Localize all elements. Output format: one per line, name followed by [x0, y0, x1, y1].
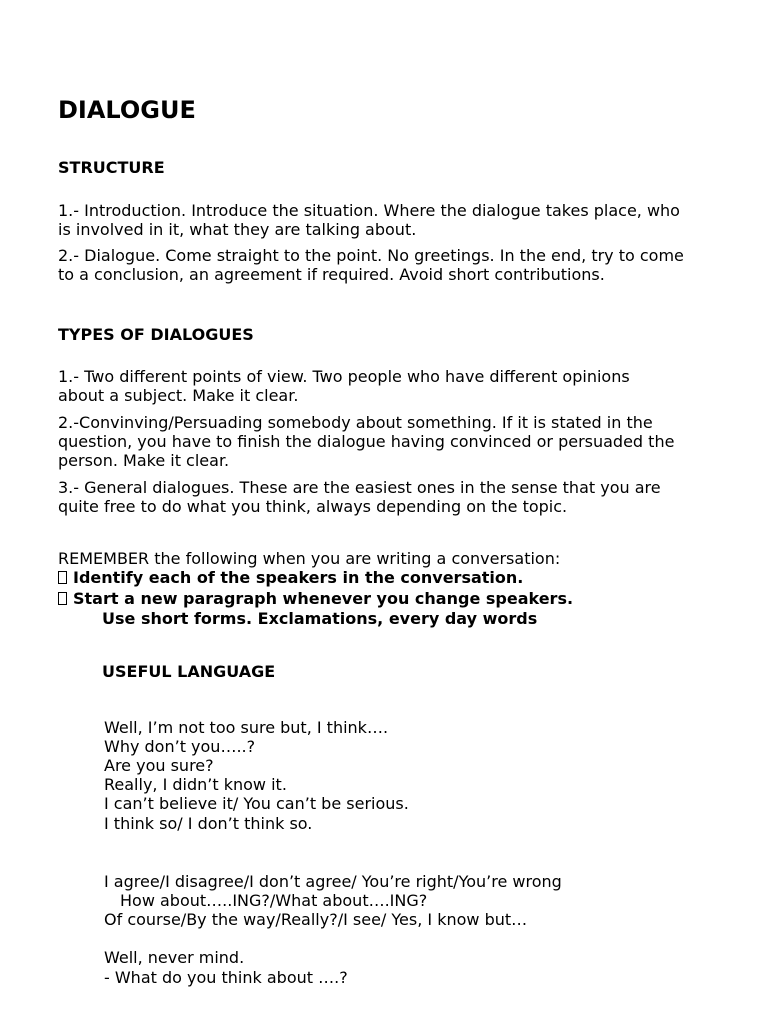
remember-item-1-text: Identify each of the speakers in the conversation. [73, 568, 524, 587]
useful-phrase-8: How about…..ING?/What about….ING? [120, 891, 428, 910]
useful-phrase-4: Really, I didn’t know it. [104, 775, 287, 794]
useful-phrase-11: - What do you think about ….? [104, 968, 348, 987]
structure-heading: STRUCTURE [58, 158, 165, 177]
remember-item-3: Use short forms. Exclamations, every day words [102, 609, 538, 628]
structure-item-2-line-1: 2.- Dialogue. Come straight to the point. No greetings. In the end, try to come [58, 246, 684, 265]
types-item-1-line-1: 1.- Two different points of view. Two people who have different opinions [58, 367, 630, 386]
document-title: DIALOGUE [58, 96, 196, 124]
useful-phrase-7: I agree/I disagree/I don’t agree/ You’re right/You’re wrong [104, 872, 562, 891]
types-item-3-line-1: 3.- General dialogues. These are the easiest ones in the sense that you are [58, 478, 661, 497]
remember-item-2 [58, 589, 573, 608]
types-item-2-line-1: 2.-Convinving/Persuading somebody about something. If it is stated in the [58, 413, 653, 432]
remember-intro: REMEMBER the following when you are writing a conversation: [58, 549, 561, 568]
useful-phrase-5: I can’t believe it/ You can’t be serious. [104, 794, 409, 813]
useful-phrase-3: Are you sure? [104, 756, 214, 775]
useful-language-heading: USEFUL LANGUAGE [102, 662, 276, 681]
useful-phrase-9: Of course/By the way/Really?/I see/ Yes, I know but… [104, 910, 528, 929]
types-item-2-line-3: person. Make it clear. [58, 451, 230, 470]
types-item-1-line-2: about a subject. Make it clear. [58, 386, 299, 405]
bullet-box-icon [58, 571, 67, 584]
useful-phrase-1: Well, I’m not too sure but, I think…. [104, 718, 389, 737]
bullet-box-icon [58, 592, 67, 605]
types-item-2-line-2: question, you have to finish the dialogue having convinced or persuaded the [58, 432, 675, 451]
structure-item-2-line-2: to a conclusion, an agreement if required. Avoid short contributions. [58, 265, 605, 284]
remember-item-1 [58, 568, 523, 587]
structure-item-1-line-2: is involved in it, what they are talking about. [58, 220, 417, 239]
useful-phrase-2: Why don’t you…..? [104, 737, 256, 756]
remember-item-2-text: Start a new paragraph whenever you change speakers. [73, 589, 574, 608]
useful-phrase-6: I think so/ I don’t think so. [104, 814, 313, 833]
structure-item-1-line-1: 1.- Introduction. Introduce the situation. Where the dialogue takes place, who [58, 201, 680, 220]
useful-phrase-10: Well, never mind. [104, 948, 245, 967]
types-item-3-line-2: quite free to do what you think, always depending on the topic. [58, 497, 568, 516]
types-heading: TYPES OF DIALOGUES [58, 325, 254, 344]
